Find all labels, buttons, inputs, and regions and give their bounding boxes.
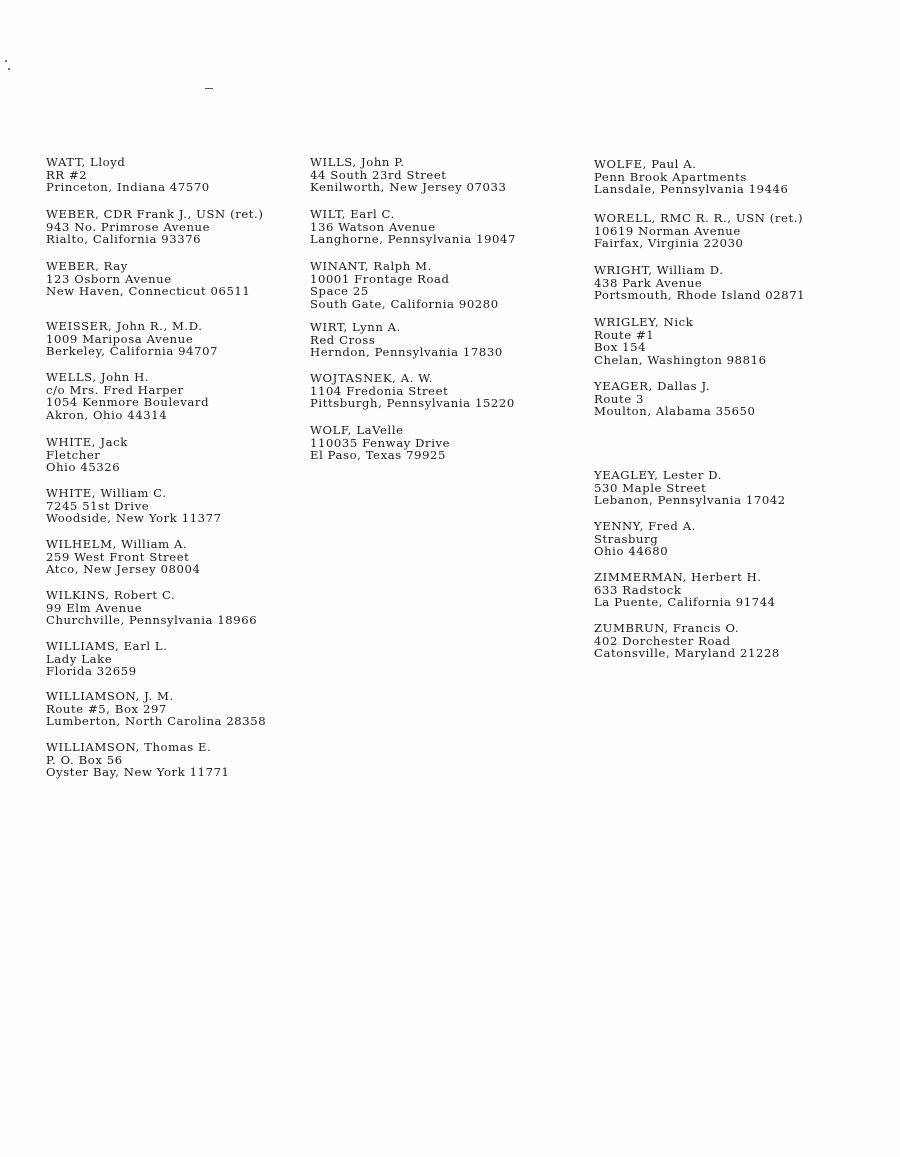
entry-name: YENNY, Fred A. bbox=[594, 519, 696, 533]
address-entry bbox=[46, 640, 316, 678]
address-entry bbox=[46, 208, 316, 246]
address-line: El Paso, Texas 79925 bbox=[310, 448, 447, 463]
address-line: Fletcher bbox=[46, 447, 101, 462]
address-line: South Gate, California 90280 bbox=[310, 296, 499, 311]
scan-mark bbox=[205, 88, 213, 89]
entry-name: YEAGLEY, Lester D. bbox=[594, 468, 723, 482]
address-entry bbox=[46, 538, 316, 576]
address-line: Route #1 bbox=[594, 327, 655, 342]
address-entry bbox=[310, 260, 580, 310]
address-line: Oyster Bay, New York 11771 bbox=[46, 765, 230, 780]
scan-speck bbox=[8, 68, 10, 70]
address-line: Ohio 44680 bbox=[594, 544, 669, 559]
address-entry bbox=[46, 320, 316, 358]
address-line: Space 25 bbox=[310, 284, 369, 299]
address-line: 123 Osborn Avenue bbox=[46, 271, 172, 286]
address-line: Red Cross bbox=[310, 332, 376, 347]
address-entry bbox=[594, 380, 864, 418]
address-entry bbox=[594, 316, 864, 366]
address-line: 10619 Norman Avenue bbox=[594, 223, 741, 238]
address-line: Atco, New Jersey 08004 bbox=[46, 562, 201, 577]
address-entry bbox=[594, 622, 864, 660]
address-line: Berkeley, California 94707 bbox=[46, 344, 219, 359]
address-entry bbox=[46, 589, 316, 627]
entry-name: WILKINS, Robert C. bbox=[46, 588, 176, 602]
address-line: Fairfax, Virginia 22030 bbox=[594, 236, 744, 251]
scan-speck bbox=[5, 60, 7, 62]
entry-name: WILLIAMSON, Thomas E. bbox=[46, 740, 212, 754]
address-line: Churchville, Pennsylvania 18966 bbox=[46, 613, 258, 628]
address-line: Lansdale, Pennsylvania 19446 bbox=[594, 182, 789, 197]
address-line: Chelan, Washington 98816 bbox=[594, 352, 767, 367]
entry-name: WILHELM, William A. bbox=[46, 537, 188, 551]
address-line: New Haven, Connecticut 06511 bbox=[46, 284, 251, 299]
address-line: 633 Radstock bbox=[594, 582, 682, 597]
address-line: 1054 Kenmore Boulevard bbox=[46, 395, 210, 410]
address-line: Lumberton, North Carolina 28358 bbox=[46, 714, 267, 729]
address-line: Kenilworth, New Jersey 07033 bbox=[310, 180, 507, 195]
address-entry bbox=[46, 741, 316, 779]
address-line: 7245 51st Drive bbox=[46, 498, 150, 513]
address-line: Akron, Ohio 44314 bbox=[46, 407, 168, 422]
address-line: c/o Mrs. Fred Harper bbox=[46, 382, 184, 397]
address-line: Moulton, Alabama 35650 bbox=[594, 404, 756, 419]
address-line: 943 No. Primrose Avenue bbox=[46, 219, 211, 234]
address-line: 259 West Front Street bbox=[46, 549, 190, 564]
address-entry bbox=[310, 424, 580, 462]
address-line: P. O. Box 56 bbox=[46, 752, 123, 767]
address-entry bbox=[310, 372, 580, 410]
address-line: Strasburg bbox=[594, 531, 659, 546]
address-line: Box 154 bbox=[594, 340, 647, 355]
entry-name: WINANT, Ralph M. bbox=[310, 259, 432, 273]
address-entry bbox=[594, 212, 864, 250]
entry-name: WOJTASNEK, A. W. bbox=[310, 371, 434, 385]
address-line: 44 South 23rd Street bbox=[310, 167, 447, 182]
entry-name: WIRT, Lynn A. bbox=[310, 320, 401, 334]
entry-name: WORELL, RMC R. R., USN (ret.) bbox=[594, 211, 804, 225]
entry-name: WRIGHT, William D. bbox=[594, 263, 724, 277]
address-line: Herndon, Pennsylvania 17830 bbox=[310, 345, 503, 360]
entry-name: WOLF, LaVelle bbox=[310, 423, 404, 437]
address-line: Rialto, California 93376 bbox=[46, 232, 202, 247]
address-line: La Puente, California 91744 bbox=[594, 595, 776, 610]
address-line: 136 Watson Avenue bbox=[310, 219, 436, 234]
address-entry bbox=[46, 260, 316, 298]
address-line: Princeton, Indiana 47570 bbox=[46, 180, 210, 195]
entry-name: WILLIAMSON, J. M. bbox=[46, 689, 174, 703]
address-line: 1104 Fredonia Street bbox=[310, 383, 449, 398]
address-entry bbox=[594, 469, 864, 507]
address-entry bbox=[46, 487, 316, 525]
entry-name: ZIMMERMAN, Herbert H. bbox=[594, 570, 762, 584]
entry-name: WEBER, Ray bbox=[46, 259, 128, 273]
entry-name: WILT, Earl C. bbox=[310, 207, 395, 221]
entry-name: WHITE, William C. bbox=[46, 486, 167, 500]
entry-name: WATT, Lloyd bbox=[46, 155, 126, 169]
address-line: Portsmouth, Rhode Island 02871 bbox=[594, 288, 806, 303]
address-line: 110035 Fenway Drive bbox=[310, 435, 451, 450]
entry-name: WEBER, CDR Frank J., USN (ret.) bbox=[46, 207, 264, 221]
entry-name: WILLS, John P. bbox=[310, 155, 405, 169]
entry-name: WILLIAMS, Earl L. bbox=[46, 639, 168, 653]
entry-name: WHITE, Jack bbox=[46, 435, 128, 449]
address-line: 99 Elm Avenue bbox=[46, 600, 143, 615]
address-line: Route #5, Box 297 bbox=[46, 701, 167, 716]
address-line: Catonsville, Maryland 21228 bbox=[594, 646, 780, 661]
address-entry bbox=[594, 158, 864, 196]
address-line: Woodside, New York 11377 bbox=[46, 511, 222, 526]
address-line: 402 Dorchester Road bbox=[594, 633, 731, 648]
entry-name: ZUMBRUN, Francis O. bbox=[594, 621, 740, 635]
address-entry bbox=[46, 371, 316, 421]
address-entry bbox=[594, 264, 864, 302]
address-line: 1009 Mariposa Avenue bbox=[46, 331, 194, 346]
address-entry bbox=[310, 208, 580, 246]
address-line: Route 3 bbox=[594, 391, 644, 406]
address-entry bbox=[46, 690, 316, 728]
entry-name: WOLFE, Paul A. bbox=[594, 157, 697, 171]
entry-name: YEAGER, Dallas J. bbox=[594, 379, 711, 393]
entry-name: WELLS, John H. bbox=[46, 370, 150, 384]
entry-name: WEISSER, John R., M.D. bbox=[46, 319, 203, 333]
address-entry bbox=[594, 520, 864, 558]
address-line: Pittsburgh, Pennsylvania 15220 bbox=[310, 396, 515, 411]
address-line: 438 Park Avenue bbox=[594, 275, 703, 290]
address-line: RR #2 bbox=[46, 167, 88, 182]
entry-name: WRIGLEY, Nick bbox=[594, 315, 694, 329]
address-entry bbox=[46, 436, 316, 474]
address-entry bbox=[594, 571, 864, 609]
address-line: Lady Lake bbox=[46, 651, 113, 666]
address-line: Florida 32659 bbox=[46, 664, 137, 679]
address-line: Ohio 45326 bbox=[46, 460, 121, 475]
address-line: Langhorne, Pennsylvania 19047 bbox=[310, 232, 516, 247]
address-entry bbox=[310, 321, 580, 359]
address-entry bbox=[46, 156, 316, 194]
address-entry bbox=[310, 156, 580, 194]
address-line: 530 Maple Street bbox=[594, 480, 707, 495]
address-line: 10001 Frontage Road bbox=[310, 271, 450, 286]
address-line: Penn Brook Apartments bbox=[594, 169, 747, 184]
address-line: Lebanon, Pennsylvania 17042 bbox=[594, 493, 786, 508]
